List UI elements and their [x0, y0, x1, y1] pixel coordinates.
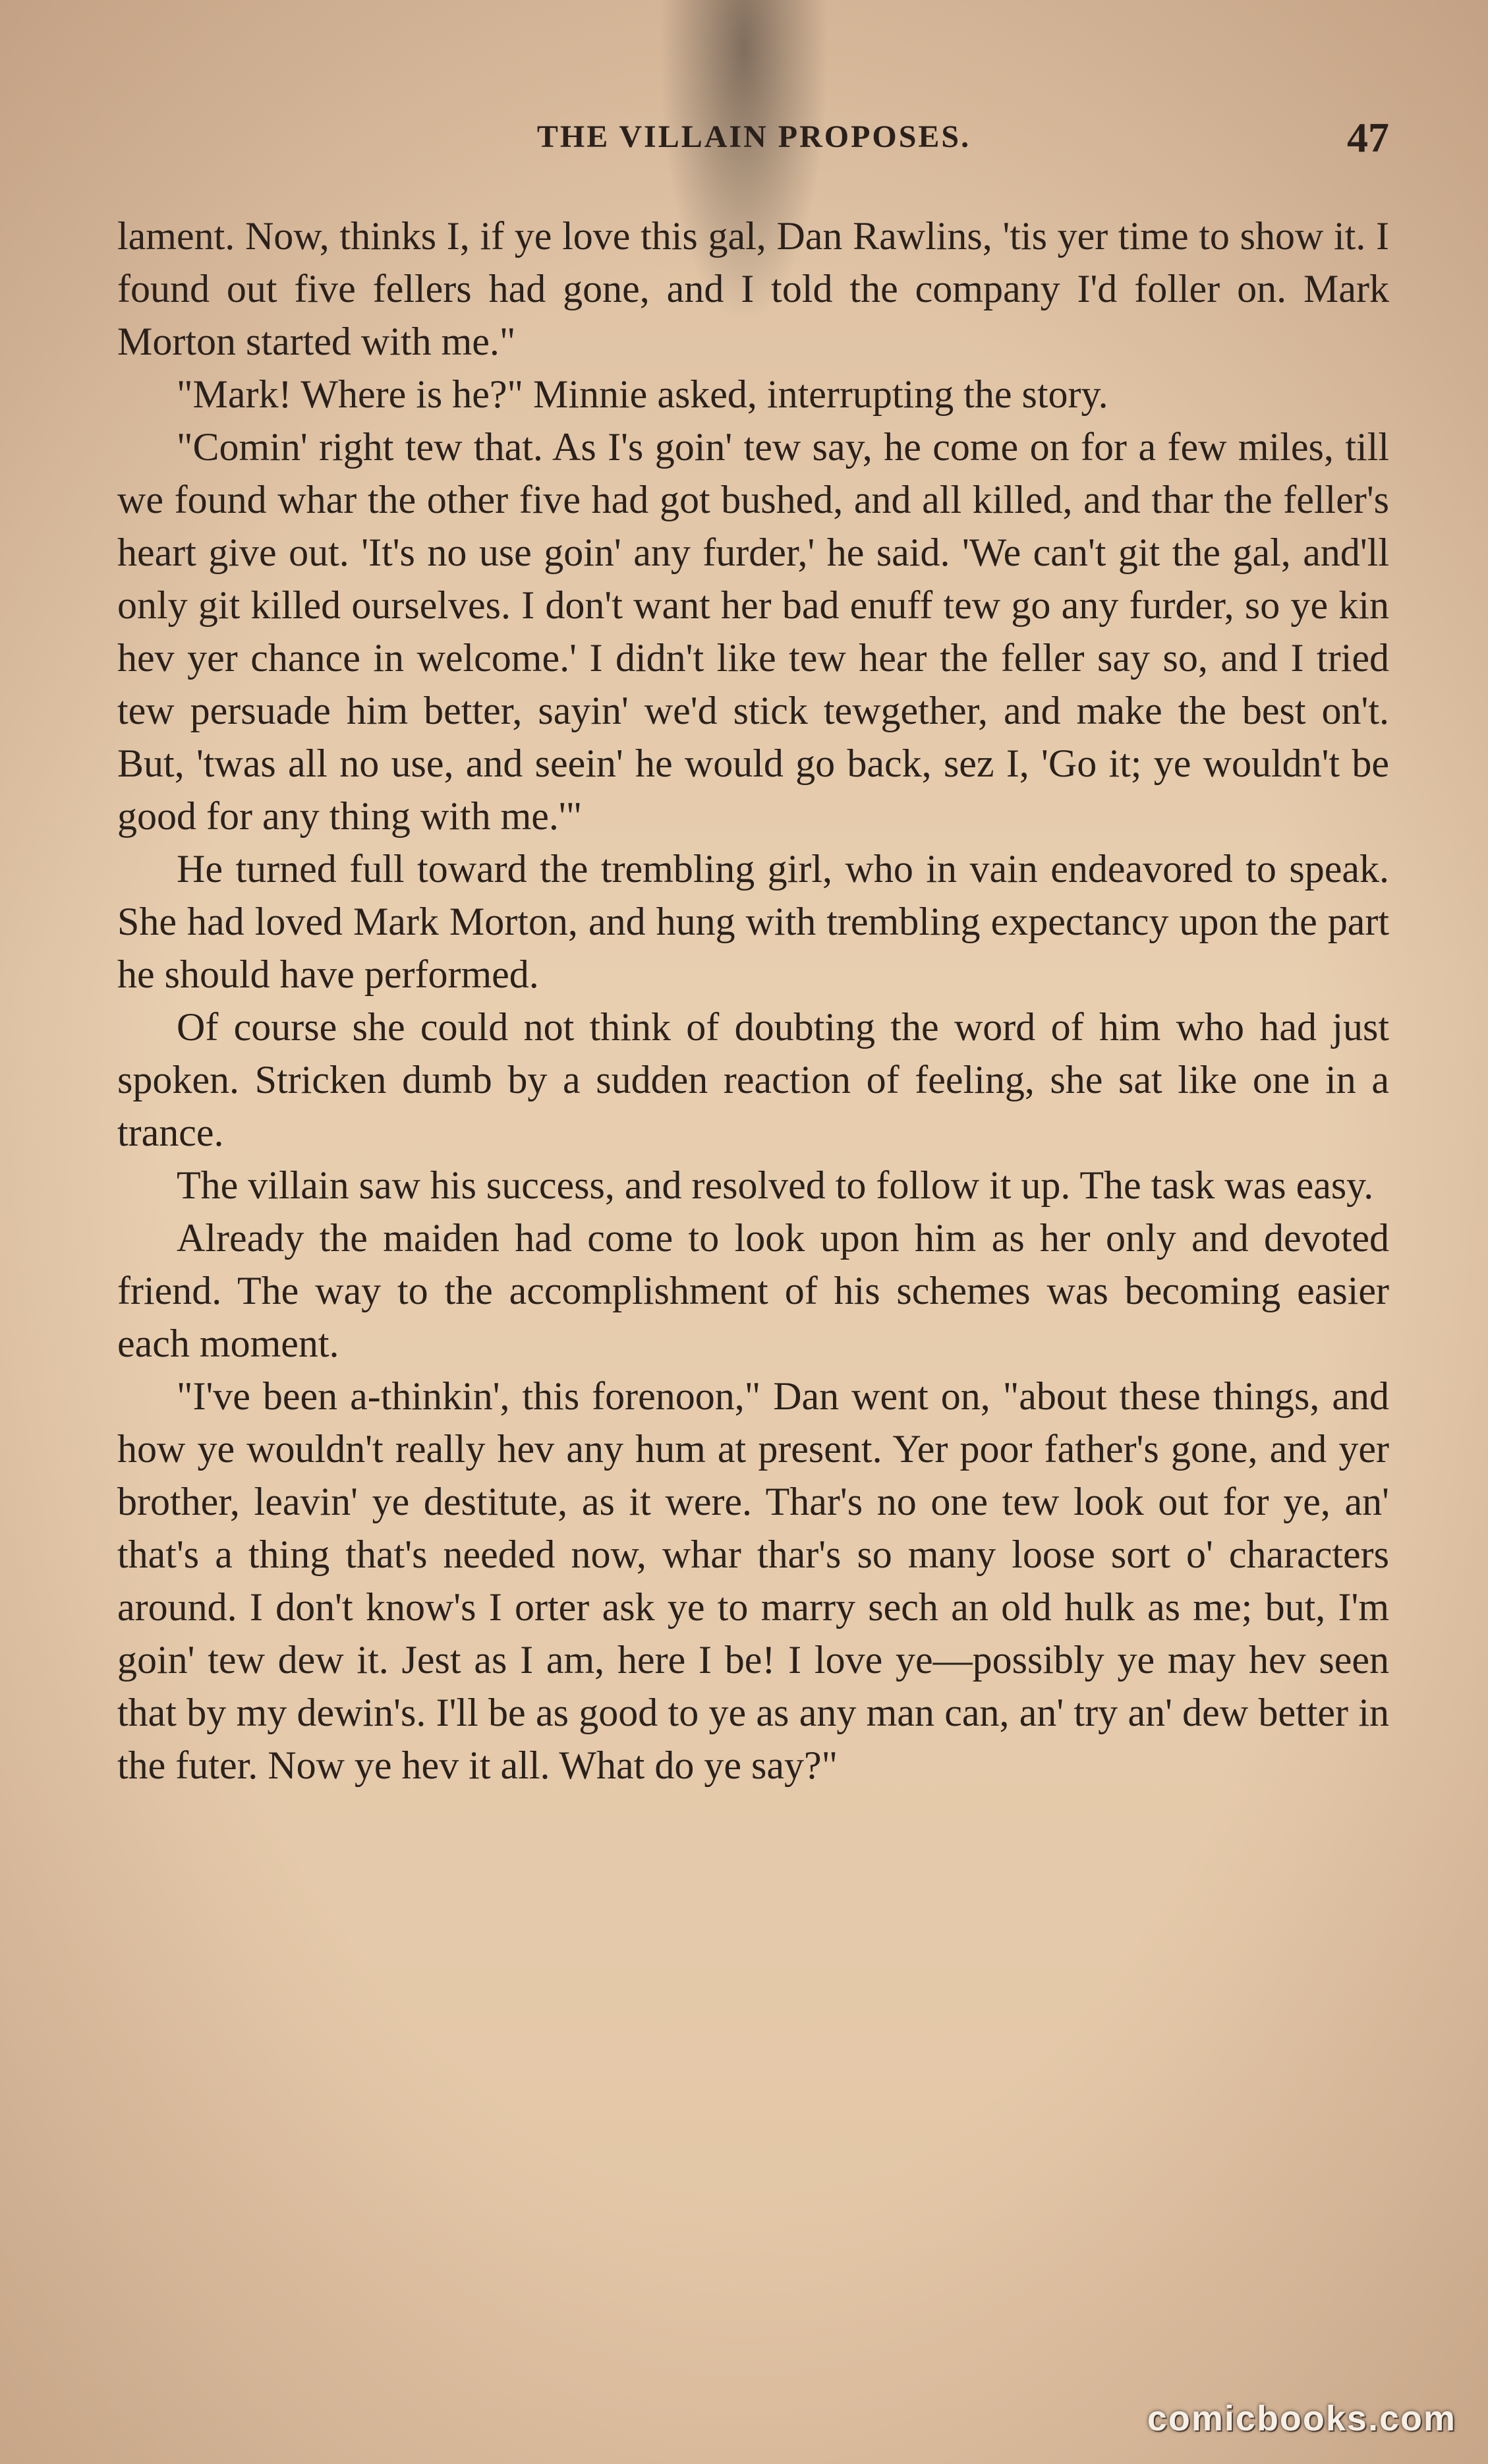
- watermark: comicbooks.com: [1147, 2399, 1456, 2438]
- paragraph: lament. Now, thinks I, if ye love this gal, Dan Rawlins, 'tis yer time to show it. I found out five fellers had gone, and I told the company I'd foller on. Mark Morton started with me.": [117, 214, 1389, 363]
- paragraph: The villain saw his success, and resolved to follow it up. The task was easy.: [177, 1163, 1374, 1207]
- running-title: THE VILLAIN PROPOSES.: [536, 119, 971, 154]
- paragraph: Already the maiden had come to look upon him as her only and devoted friend. The way to the accomplishment of his schemes was becoming easier each moment.: [117, 1216, 1389, 1365]
- body-text: [117, 210, 1389, 1792]
- paragraph: "Comin' right tew that. As I's goin' tew say, he come on for a few miles, till we found whar the other five had got bushed, and all killed, and thar the feller's heart give out. 'It's no use goin' any furder,' he said. 'We can't git the gal, and'll only git killed ourselves. I don't want her bad enuff tew go any furder, so ye kin hev yer chance in welcome.' I didn't like tew hear the feller say so, and I tried tew persuade him better, sayin' we'd stick tewgether, and make the best on't. But, 'twas all no use, and seein' he would go back, sez I, 'Go it; ye wouldn't be good for any thing with me.'": [117, 425, 1389, 838]
- paragraph: "I've been a-thinkin', this forenoon," Dan went on, "about these things, and how ye wouldn't really hev any hum at present. Yer poor father's gone, and yer brother, leavin' ye destitute, as it were. Thar's no one tew look out for ye, an' that's a thing that's needed now, whar thar's so many loose sort o' characters around. I don't know's I orter ask ye to marry sech an old hulk as me; but, I'm goin' tew dew it. Jest as I am, here I be! I love ye—possibly ye may hev seen that by my dewin's. I'll be as good to ye as any man can, an' try an' dew better in the futer. Now ye hev it all. What do ye say?": [117, 1374, 1389, 1787]
- paragraph: "Mark! Where is he?" Minnie asked, interrupting the story.: [177, 372, 1108, 416]
- paragraph: Of course she could not think of doubting the word of him who had just spoken. Stricken dumb by a sudden reaction of feeling, she sat like one in a trance.: [117, 1005, 1389, 1154]
- paragraph: He turned full toward the trembling girl, who in vain endeavored to speak. She had loved Mark Morton, and hung with trembling expectancy upon the part he should have performed.: [117, 847, 1389, 996]
- page-number: 47: [1347, 114, 1389, 161]
- page-header: [119, 113, 1389, 160]
